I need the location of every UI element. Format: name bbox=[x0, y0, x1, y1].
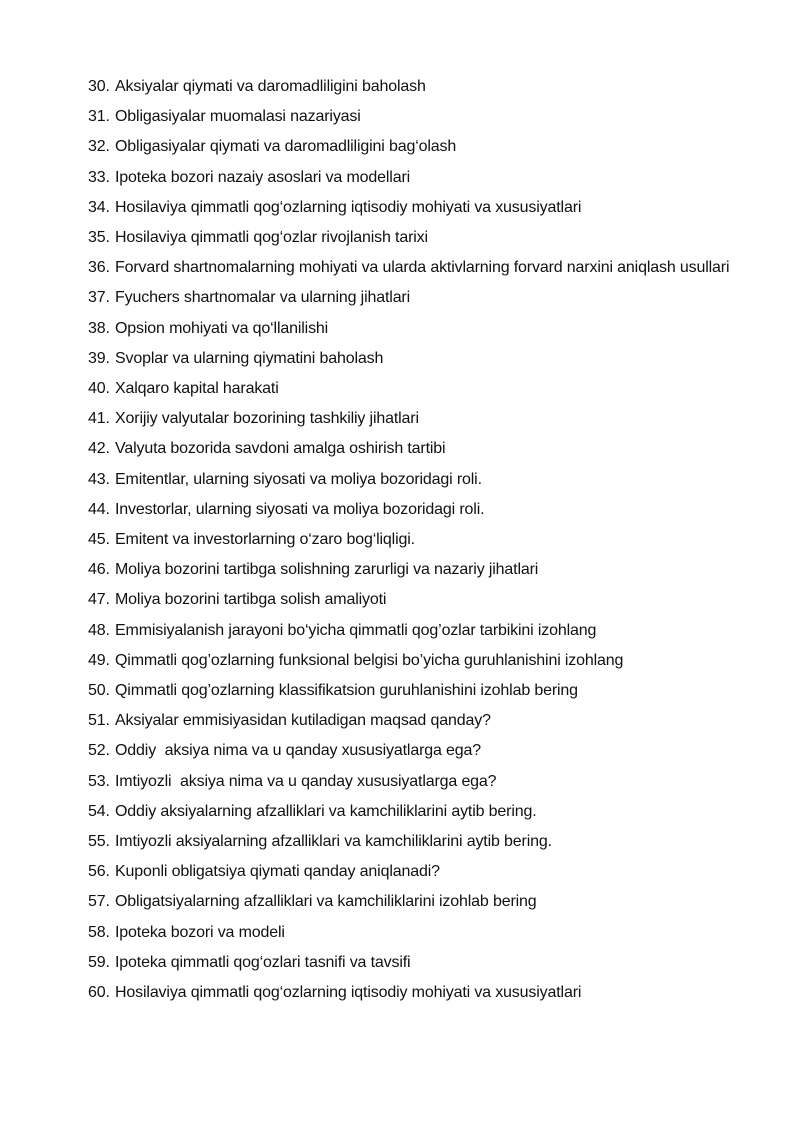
list-item bbox=[88, 676, 742, 706]
item-text: Hosilaviya qimmatli qog‘ozlarning iqtisodiy mohiyati va xususiyatlari bbox=[115, 984, 582, 1002]
list-item bbox=[88, 283, 742, 313]
list-item bbox=[88, 978, 742, 1008]
list-item bbox=[88, 253, 742, 283]
item-text: Obligasiyalar muomalasi nazariyasi bbox=[115, 108, 361, 126]
item-number: 55. bbox=[88, 833, 110, 851]
item-text: Moliya bozorini tartibga solishning zarurligi va nazariy jihatlari bbox=[115, 561, 539, 579]
item-number: 46. bbox=[88, 561, 110, 579]
question-list bbox=[88, 72, 742, 1008]
list-item bbox=[88, 525, 742, 555]
item-number: 32. bbox=[88, 138, 110, 156]
item-number: 37. bbox=[88, 289, 110, 307]
list-item bbox=[88, 585, 742, 615]
item-text: Forvard shartnomalarning mohiyati va ularda aktivlarning forvard narxini aniqlash usullari bbox=[115, 259, 730, 277]
list-item bbox=[88, 857, 742, 887]
item-text: Moliya bozorini tartibga solish amaliyoti bbox=[115, 591, 387, 609]
item-text: Ipoteka qimmatli qog‘ozlari tasnifi va tavsifi bbox=[115, 953, 411, 971]
item-text: Valyuta bozorida savdoni amalga oshirish tartibi bbox=[115, 440, 446, 458]
list-item bbox=[88, 767, 742, 797]
item-text: Qimmatli qog’ozlarning klassifikatsion guruhlanishini izohlab bering bbox=[115, 682, 578, 700]
item-text: Obligasiyalar qiymati va daromadliligini bag‘olash bbox=[115, 138, 457, 156]
item-number: 43. bbox=[88, 470, 110, 488]
item-number: 51. bbox=[88, 712, 110, 730]
list-item bbox=[88, 706, 742, 736]
list-item bbox=[88, 72, 742, 102]
list-item bbox=[88, 434, 742, 464]
list-item bbox=[88, 827, 742, 857]
item-text: Ipoteka bozori va modeli bbox=[115, 923, 285, 941]
item-text: Oddiy aksiyalarning afzalliklari va kamchiliklarini aytib bering. bbox=[115, 802, 537, 820]
item-number: 30. bbox=[88, 78, 110, 95]
item-text: Fyuchers shartnomalar va ularning jihatlari bbox=[115, 289, 411, 307]
item-number: 33. bbox=[88, 168, 110, 186]
item-number: 57. bbox=[88, 893, 110, 911]
item-text: Kuponli obligatsiya qiymati qanday aniqlanadi? bbox=[115, 863, 440, 881]
item-text: Qimmatli qog’ozlarning funksional belgisi bo’yicha guruhlanishini izohlang bbox=[115, 651, 624, 669]
list-item bbox=[88, 102, 742, 132]
item-number: 53. bbox=[88, 772, 110, 790]
item-number: 40. bbox=[88, 380, 110, 398]
list-item bbox=[88, 555, 742, 585]
item-number: 60. bbox=[88, 984, 110, 1002]
item-text: Obligatsiyalarning afzalliklari va kamchiliklarini izohlab bering bbox=[115, 893, 537, 911]
item-text: Xalqaro kapital harakati bbox=[115, 380, 279, 398]
list-item bbox=[88, 616, 742, 646]
item-number: 39. bbox=[88, 349, 110, 367]
item-number: 54. bbox=[88, 802, 110, 820]
item-number: 48. bbox=[88, 621, 110, 639]
item-number: 42. bbox=[88, 440, 110, 458]
item-number: 36. bbox=[88, 259, 110, 277]
list-item bbox=[88, 646, 742, 676]
item-number: 47. bbox=[88, 591, 110, 609]
item-text: Aksiyalar emmisiyasidan kutiladigan maqsad qanday? bbox=[115, 712, 491, 730]
item-text: Imtiyozli aksiyalarning afzalliklari va kamchiliklarini aytib bering. bbox=[115, 833, 552, 851]
item-number: 35. bbox=[88, 229, 110, 247]
item-text: Investorlar, ularning siyosati va moliya bozoridagi roli. bbox=[115, 500, 485, 518]
item-text: Hosilaviya qimmatli qog‘ozlarning iqtisodiy mohiyati va xususiyatlari bbox=[115, 198, 582, 216]
list-item bbox=[88, 887, 742, 917]
list-item bbox=[88, 465, 742, 495]
item-text: Ipoteka bozori nazaiy asoslari va modellari bbox=[115, 168, 411, 186]
item-number: 41. bbox=[88, 410, 110, 428]
item-number: 56. bbox=[88, 863, 110, 881]
item-number: 50. bbox=[88, 682, 110, 700]
item-text: Emitentlar, ularning siyosati va moliya bozoridagi roli. bbox=[115, 470, 482, 488]
list-item bbox=[88, 797, 742, 827]
list-item bbox=[88, 404, 742, 434]
list-item bbox=[88, 223, 742, 253]
item-text: Svoplar va ularning qiymatini baholash bbox=[115, 349, 384, 367]
list-item bbox=[88, 736, 742, 766]
item-text: Opsion mohiyati va qo‘llanilishi bbox=[115, 319, 329, 337]
item-number: 59. bbox=[88, 953, 110, 971]
item-number: 38. bbox=[88, 319, 110, 337]
item-text: Imtiyozli aksiya nima va u qanday xususiyatlarga ega? bbox=[115, 772, 497, 790]
item-number: 49. bbox=[88, 651, 110, 669]
item-number: 58. bbox=[88, 923, 110, 941]
list-item bbox=[88, 163, 742, 193]
item-text: Emmisiyalanish jarayoni bo‘yicha qimmatli qog’ozlar tarbikini izohlang bbox=[115, 621, 597, 639]
item-text: Aksiyalar qiymati va daromadliligini baholash bbox=[115, 78, 426, 95]
item-number: 45. bbox=[88, 531, 110, 549]
list-item bbox=[88, 132, 742, 162]
item-text: Hosilaviya qimmatli qog‘ozlar rivojlanish tarixi bbox=[115, 229, 428, 247]
item-number: 44. bbox=[88, 500, 110, 518]
item-text: Oddiy aksiya nima va u qanday xususiyatlarga ega? bbox=[115, 742, 482, 760]
item-number: 31. bbox=[88, 108, 110, 126]
list-item bbox=[88, 918, 742, 948]
item-text: Emitent va investorlarning o‘zaro bog‘liqligi. bbox=[115, 531, 415, 549]
list-item bbox=[88, 374, 742, 404]
list-item bbox=[88, 193, 742, 223]
item-number: 34. bbox=[88, 198, 110, 216]
item-text: Xorijiy valyutalar bozorining tashkiliy jihatlari bbox=[115, 410, 419, 428]
list-item bbox=[88, 314, 742, 344]
list-item bbox=[88, 495, 742, 525]
list-item bbox=[88, 344, 742, 374]
item-number: 52. bbox=[88, 742, 110, 760]
list-item bbox=[88, 948, 742, 978]
